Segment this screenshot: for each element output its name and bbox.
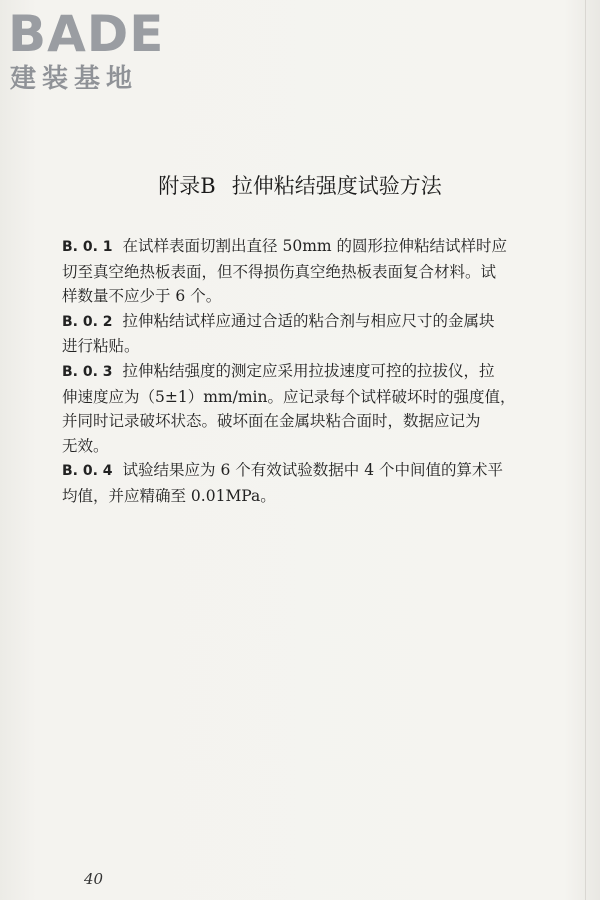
page-number: 40 (84, 870, 104, 888)
clause-line: 在试样表面切割出直径 50mm 的圆形拉伸粘结试样时应 (122, 237, 508, 255)
clause-line: 进行粘贴。 (62, 337, 140, 356)
clause-line: 拉伸粘结强度的测定应采用拉拔速度可控的拉拔仪，拉 (122, 361, 495, 380)
logo-wordmark: BADE (8, 5, 165, 63)
appendix-heading: 拉伸粘结强度试验方法 (231, 174, 442, 198)
clause-b03 (62, 359, 542, 458)
clause-number: B. 0. 2 (62, 313, 113, 330)
clause-line: 伸速度应为（5±1）mm/min。应记录每个试样破坏时的强度值， (62, 387, 516, 406)
clause-b02 (62, 309, 542, 359)
clause-number: B. 0. 4 (62, 463, 113, 480)
appendix-title (0, 172, 600, 200)
appendix-label: 附录B (158, 174, 216, 198)
clause-b01 (62, 234, 542, 309)
clause-list (62, 234, 542, 509)
clause-line: 拉伸粘结试样应通过合适的粘合剂与相应尺寸的金属块 (122, 311, 495, 330)
bade-logo (8, 6, 178, 98)
logo-subtitle: 建装基地 (10, 64, 139, 94)
clause-line: 并同时记录破坏状态。破坏面在金属块粘合面时，数据应记为 (62, 412, 481, 431)
clause-line: 无效。 (62, 436, 109, 455)
clause-line: 样数量不应少于 6 个。 (62, 287, 222, 306)
clause-b04 (62, 458, 542, 508)
clause-line: 试验结果应为 6 个有效试验数据中 4 个中间值的算术平 (122, 461, 503, 480)
clause-line: 均值，并应精确至 0.01MPa。 (62, 486, 276, 505)
clause-number: B. 0. 3 (62, 363, 113, 380)
clause-line: 切至真空绝热板表面，但不得损伤真空绝热板表面复合材料。试 (62, 262, 497, 281)
clause-number: B. 0. 1 (62, 239, 113, 255)
